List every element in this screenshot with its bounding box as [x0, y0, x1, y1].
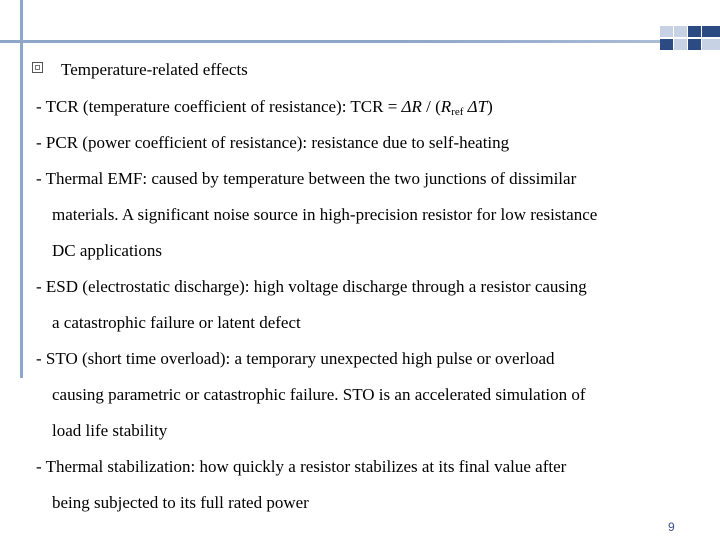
body-line: - Thermal stabilization: how quickly a resistor stabilizes at its final value after [36, 457, 567, 476]
tcr-line [36, 97, 493, 119]
body-line: a catastrophic failure or latent defect [52, 313, 301, 332]
decor-square [660, 26, 673, 37]
decor-square [688, 39, 701, 50]
tcr-slash: / ( [421, 97, 441, 116]
decor-square [660, 39, 673, 50]
body-line: DC applications [52, 241, 163, 260]
horizontal-rule-left [0, 40, 400, 43]
vertical-rule [20, 0, 23, 378]
tcr-r: R [440, 97, 452, 116]
tcr-close: ) [487, 97, 493, 116]
body-line: - PCR (power coefficient of resistance): resistance due to self-heating [36, 133, 510, 152]
decor-square [702, 39, 720, 50]
tcr-delta-r: ΔR [401, 97, 422, 116]
body-line: - ESD (electrostatic discharge): high voltage discharge through a resistor causing [36, 277, 587, 296]
tcr-ref-subscript: ref [451, 106, 464, 118]
tcr-lead: - TCR (temperature coefficient of resistance): TCR = [36, 97, 402, 116]
body-line: - STO (short time overload): a temporary unexpected high pulse or overload [36, 349, 555, 368]
heading-text: Temperature-related effects [61, 60, 248, 79]
body-line: causing parametric or catastrophic failure. STO is an accelerated simulation of [52, 385, 586, 404]
body-line: - Thermal EMF: caused by temperature between the two junctions of dissimilar [36, 169, 577, 188]
tcr-delta-t: ΔT [463, 97, 488, 116]
body-line: load life stability [52, 421, 168, 440]
body-line: materials. A significant noise source in high-precision resistor for low resistance [52, 205, 598, 224]
horizontal-rule-right [400, 40, 660, 43]
decor-square [674, 26, 687, 37]
decor-square [702, 26, 720, 37]
decor-square [674, 39, 687, 50]
page-number: 9 [668, 520, 675, 534]
slide-heading [32, 60, 248, 80]
square-bullet-icon [32, 62, 43, 73]
decor-square [688, 26, 701, 37]
body-line: being subjected to its full rated power [52, 493, 309, 512]
